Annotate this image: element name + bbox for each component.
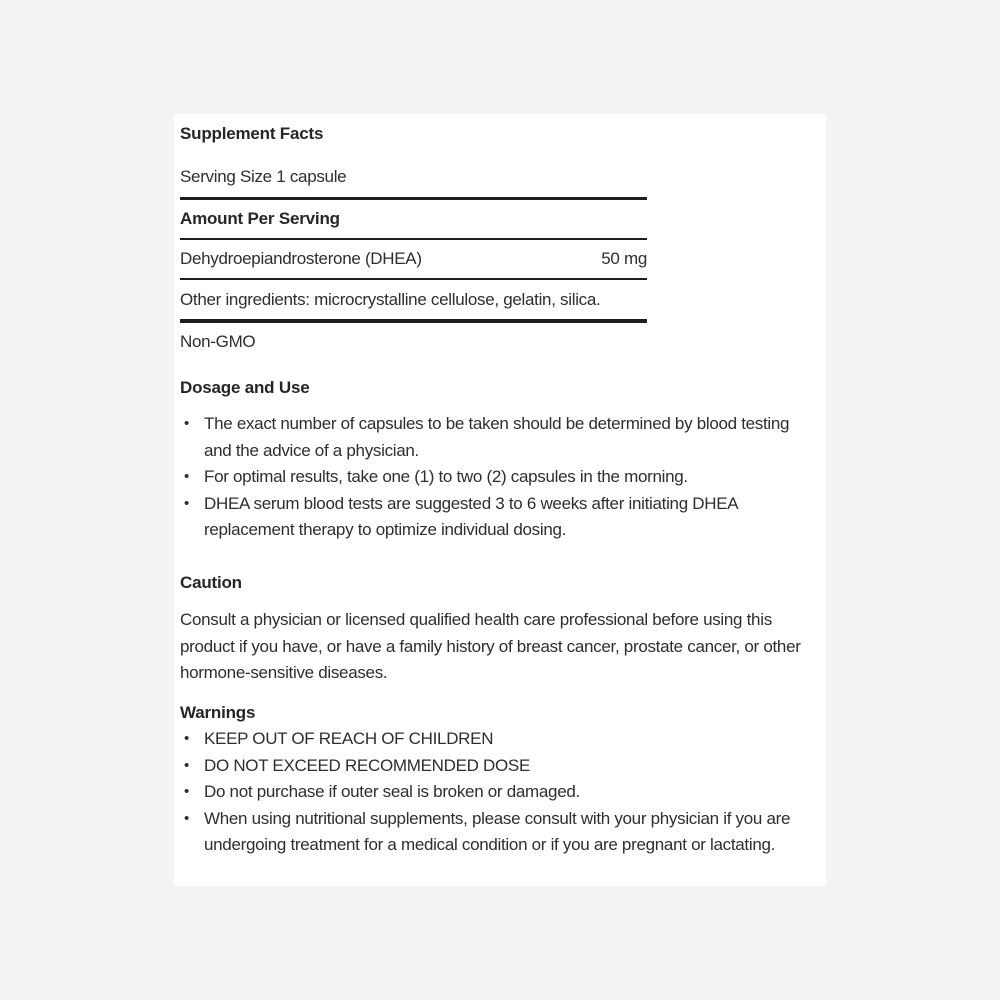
warning-item: • When using nutritional supplements, please consult with your physician if you are undergoing treatment for a medical condition or if you are pregnant or lactating.	[180, 806, 820, 859]
rule-divider	[180, 278, 647, 280]
warning-item: • Do not purchase if outer seal is broken or damaged.	[180, 779, 820, 806]
warnings-title: Warnings	[180, 703, 256, 722]
caution-title: Caution	[180, 573, 242, 592]
ingredient-amount: 50 mg	[601, 249, 647, 268]
dosage-title: Dosage and Use	[180, 378, 310, 397]
supplement-facts-title: Supplement Facts	[180, 124, 324, 143]
ingredient-row	[180, 249, 647, 269]
caution-text: Consult a physician or licensed qualified health care professional before using this product if you have, or have a family history of breast cancer, prostate cancer, or other hormone-sensitive diseases.	[180, 610, 801, 682]
other-ingredients: Other ingredients: microcrystalline cellulose, gelatin, silica.	[180, 290, 601, 309]
rule-divider	[180, 238, 647, 240]
non-gmo-note: Non-GMO	[180, 332, 256, 351]
dosage-list	[180, 411, 820, 544]
ingredient-name: Dehydroepiandrosterone (DHEA)	[180, 249, 422, 268]
amount-per-serving-header: Amount Per Serving	[180, 209, 340, 228]
warning-item: • KEEP OUT OF REACH OF CHILDREN	[180, 726, 820, 753]
dosage-item: • The exact number of capsules to be taken should be determined by blood testing and the advice of a physician.	[180, 411, 820, 464]
warnings-list	[180, 726, 820, 859]
rule-divider	[180, 197, 647, 200]
dosage-item: • DHEA serum blood tests are suggested 3 to 6 weeks after initiating DHEA replacement therapy to optimize individual dosing.	[180, 491, 820, 544]
rule-divider-thick	[180, 319, 647, 323]
label-panel	[174, 114, 826, 886]
warning-item: • DO NOT EXCEED RECOMMENDED DOSE	[180, 753, 820, 780]
serving-size: Serving Size 1 capsule	[180, 167, 347, 186]
dosage-item: • For optimal results, take one (1) to two (2) capsules in the morning.	[180, 464, 820, 491]
